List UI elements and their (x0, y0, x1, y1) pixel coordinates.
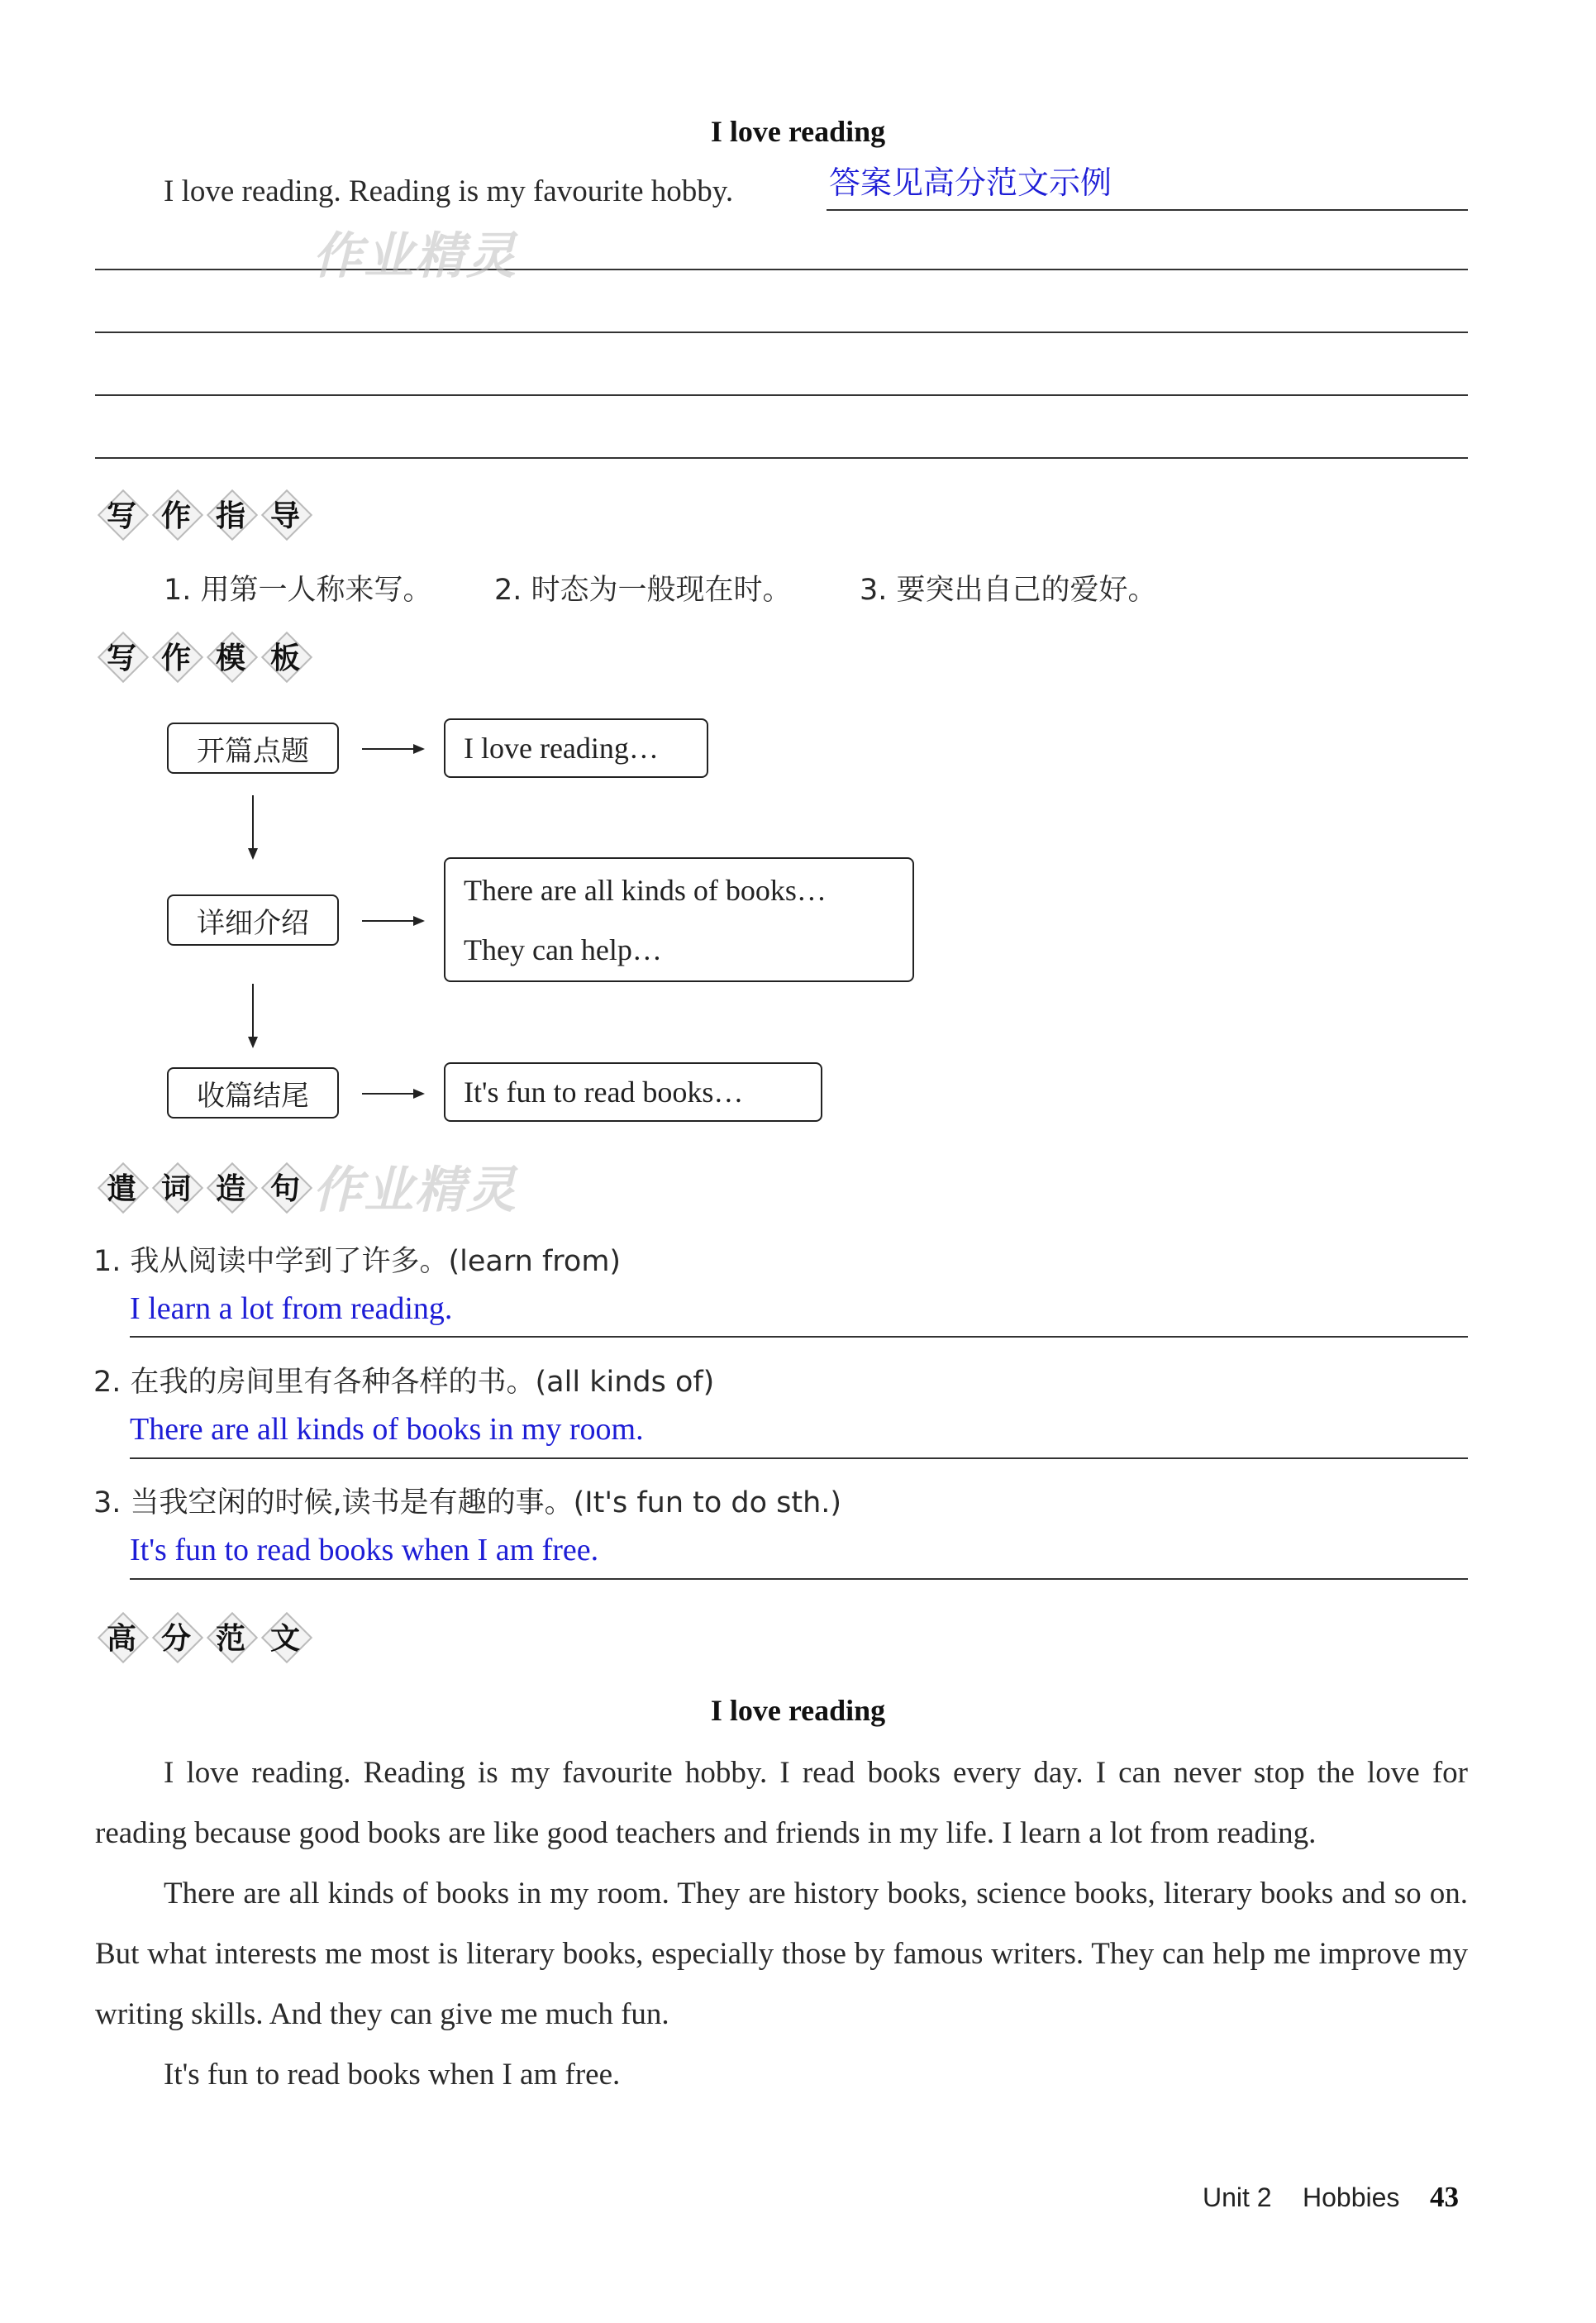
heading-char: 模 (207, 632, 255, 680)
template-step-label: 收篇结尾 (167, 1067, 339, 1119)
sentence-prompt-2: 2. 在我的房间里有各种各样的书。(all kinds of) (93, 1366, 715, 1399)
arrow-right-icon (362, 748, 423, 750)
heading-char: 板 (261, 632, 309, 680)
heading-char: 词 (152, 1162, 200, 1210)
essay-body (95, 1743, 1468, 2105)
heading-char: 范 (207, 1612, 255, 1660)
task-starter: I love reading. Reading is my favourite hobby. (164, 174, 734, 208)
template-line: There are all kinds of books… (464, 873, 827, 907)
arrow-right-icon (362, 920, 423, 922)
heading-char: 遣 (98, 1162, 145, 1210)
writing-line-4 (95, 394, 1468, 396)
arrow-down-icon (252, 795, 254, 858)
template-step-content (444, 1062, 822, 1122)
template-line: They can help… (464, 933, 662, 966)
heading-char: 写 (98, 489, 145, 537)
arrow-right-icon (362, 1093, 423, 1095)
sentence-prompt-1: 1. 我从阅读中学到了许多。(learn from) (93, 1245, 622, 1278)
answer-line-1 (130, 1336, 1468, 1338)
task-title: I love reading (710, 115, 886, 148)
template-step-content (444, 857, 914, 982)
page-number: 43 (1430, 2181, 1459, 2213)
guidance-point-3: 3. 要突出自己的爱好。 (860, 574, 1157, 607)
sentences-heading (98, 1162, 309, 1210)
writing-line-1 (827, 209, 1468, 211)
template-step-label: 详细介绍 (167, 894, 339, 946)
essay-paragraph: There are all kinds of books in my room. They are history books, science books, literary books and so on. But what interests me most is literary books, especially those by famous writers. They can help me improve my writing skills. And they can give me much fun. (95, 1877, 1468, 2031)
heading-char: 分 (152, 1612, 200, 1660)
heading-char: 作 (152, 632, 200, 680)
writing-line-3 (95, 332, 1468, 333)
template-step-content (444, 718, 708, 778)
answer-line-3 (130, 1578, 1468, 1580)
answer-line-2 (130, 1457, 1468, 1459)
essay-heading (98, 1612, 309, 1660)
template-line: I love reading… (464, 732, 659, 765)
essay-paragraph: I love reading. Reading is my favourite hobby. I read books every day. I can never stop the love for reading because good books are like good teachers and friends in my life. I learn a lot from reading. (95, 1756, 1468, 1850)
arrow-down-icon (252, 984, 254, 1047)
guidance-heading (98, 489, 309, 537)
heading-char: 句 (261, 1162, 309, 1210)
heading-char: 高 (98, 1612, 145, 1660)
guidance-point-2: 2. 时态为一般现在时。 (494, 574, 792, 607)
sentence-answer-3: It's fun to read books when I am free. (130, 1533, 599, 1567)
essay-title: I love reading (710, 1694, 886, 1727)
heading-char: 造 (207, 1162, 255, 1210)
template-heading (98, 632, 309, 680)
template-step-label: 开篇点题 (167, 723, 339, 774)
sentence-prompt-3: 3. 当我空闲的时候,读书是有趣的事。(It's fun to do sth.) (93, 1486, 842, 1519)
writing-line-2 (95, 269, 1468, 270)
heading-char: 指 (207, 489, 255, 537)
template-line: It's fun to read books… (464, 1076, 744, 1109)
heading-char: 文 (261, 1612, 309, 1660)
heading-char: 导 (261, 489, 309, 537)
sentence-answer-1: I learn a lot from reading. (130, 1291, 453, 1326)
heading-char: 写 (98, 632, 145, 680)
watermark-logo: 作业精灵 (312, 227, 517, 285)
footer-unit: Unit 2 (1203, 2182, 1272, 2212)
answer-note: 答案见高分范文示例 (829, 165, 1112, 201)
guidance-point-1: 1. 用第一人称来写。 (164, 574, 432, 607)
watermark-logo: 作业精灵 (312, 1162, 517, 1219)
sentence-answer-2: There are all kinds of books in my room. (130, 1412, 644, 1447)
heading-char: 作 (152, 489, 200, 537)
essay-paragraph: It's fun to read books when I am free. (164, 2058, 621, 2092)
writing-line-5 (95, 457, 1468, 459)
footer-topic: Hobbies (1303, 2182, 1400, 2212)
